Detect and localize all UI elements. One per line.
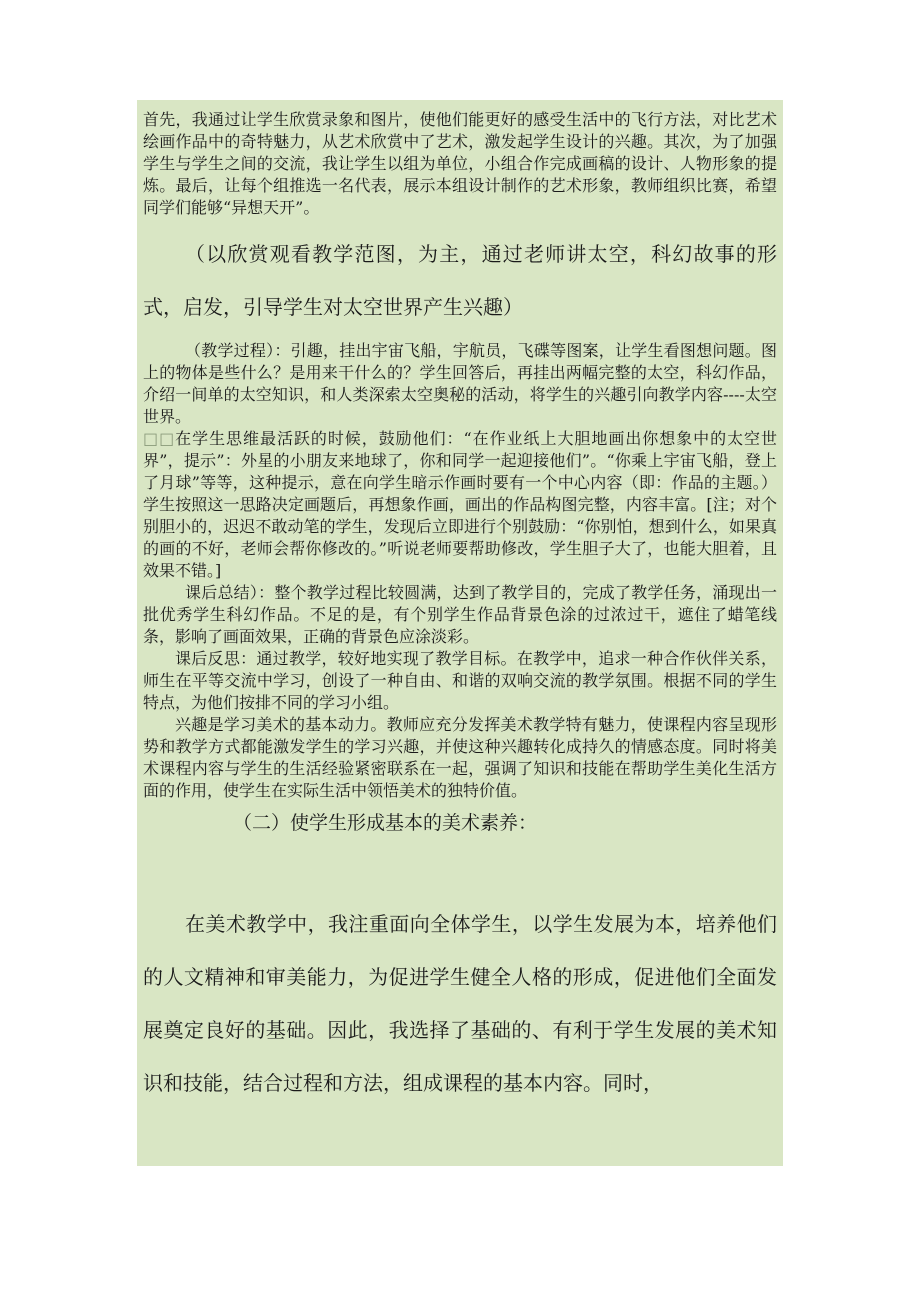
paragraph-summary: 课后总结）：整个教学过程比较圆满，达到了教学目的，完成了教学任务，涌现出一批优秀学生科幻作品。不足的是，有个别学生作品背景色涂的过浓过干，遮住了蜡笔线条，影响了画面效果，正确的背景色应涂淡彩。: [143, 583, 777, 646]
paragraph-intro: 首先，我通过让学生欣赏录象和图片，使他们能更好的感受生活中的飞行方法，对比艺术绘画作品中的奇特魅力，从艺术欣赏中了艺术，激发起学生设计的兴趣。其次，为了加强学生与学生之间的交流，我让学生以组为单位，小组合作完成画稿的设计、人物形象的提炼。最后，让每个组推选一名代表，展示本组设计制作的艺术形象，教师组织比赛，希望同学们能够“异想天开”。: [143, 110, 777, 217]
missing-glyph-marker: □□: [143, 429, 176, 448]
paragraph-reflection: 课后反思：通过教学，较好地实现了教学目标。在教学中，追求一种合作伙伴关系，师生在平等交流中学习，创设了一种自由、和谐的双响交流的教学氛围。根据不同的学生特点，为他们按排不同的学习小组。: [143, 649, 777, 712]
section-heading: （二）使学生形成基本的美术素养：: [233, 812, 538, 834]
paragraph-art-teaching: 在美术教学中，我注重面向全体学生，以学生发展为本，培养他们的人文精神和审美能力，为促进学生健全人格的形成，促进他们全面发展奠定良好的基础。因此，我选择了基础的、有利于学生发展的美术知识和技能，结合过程和方法，组成课程的基本内容。同时，: [143, 912, 777, 1095]
paragraph-teaching-method: （以欣赏观看教学范图，为主，通过老师讲太空，科幻故事的形式，启发，引导学生对太空世界产生兴趣）: [143, 242, 777, 319]
paragraph-interest: 兴趣是学习美术的基本动力。教师应充分发挥美术教学特有魅力，使课程内容呈现形势和教学方式都能激发学生的学习兴趣，并使这种兴趣转化成持久的情感态度。同时将美术课程内容与学生的生活经验紧密联系在一起，强调了知识和技能在帮助学生美化生活方面的作用，使学生在实际生活中领悟美术的独特价值。: [143, 715, 777, 800]
paragraph-teaching-process: （教学过程）：引趣，挂出宇宙飞船，宇航员，飞碟等图案，让学生看图想问题。图上的物体是些什么？是用来干什么的？学生回答后，再挂出两幅完整的太空，科幻作品，介绍一间单的太空知识，和人类深索太空奥秘的活动，将学生的兴趣引向教学内容----太空世界。: [143, 341, 777, 426]
paragraph-encouragement-text: 在学生思维最活跃的时候，鼓励他们：“在作业纸上大胆地画出你想象中的太空世界”，提示”：外星的小朋友来地球了，你和同学一起迎接他们”。“你乘上宇宙飞船，登上了月球”等等，这种提示，意在向学生暗示作画时要有一个中心内容（即：作品的主题。）学生按照这一思路决定画题后，再想象作画，画出的作品构图完整，内容丰富。[注；对个别胆小的，迟迟不敢动笔的学生，发现后立即进行个别鼓励：“你别怕，想到什么，如果真的画的不好，老师会帮你修改的。”听说老师要帮助修改，学生胆子大了，也能大胆着，且效果不错。]: [143, 429, 778, 580]
paragraph-encouragement: [137, 428, 783, 582]
highlighted-text-block: [137, 100, 783, 1166]
